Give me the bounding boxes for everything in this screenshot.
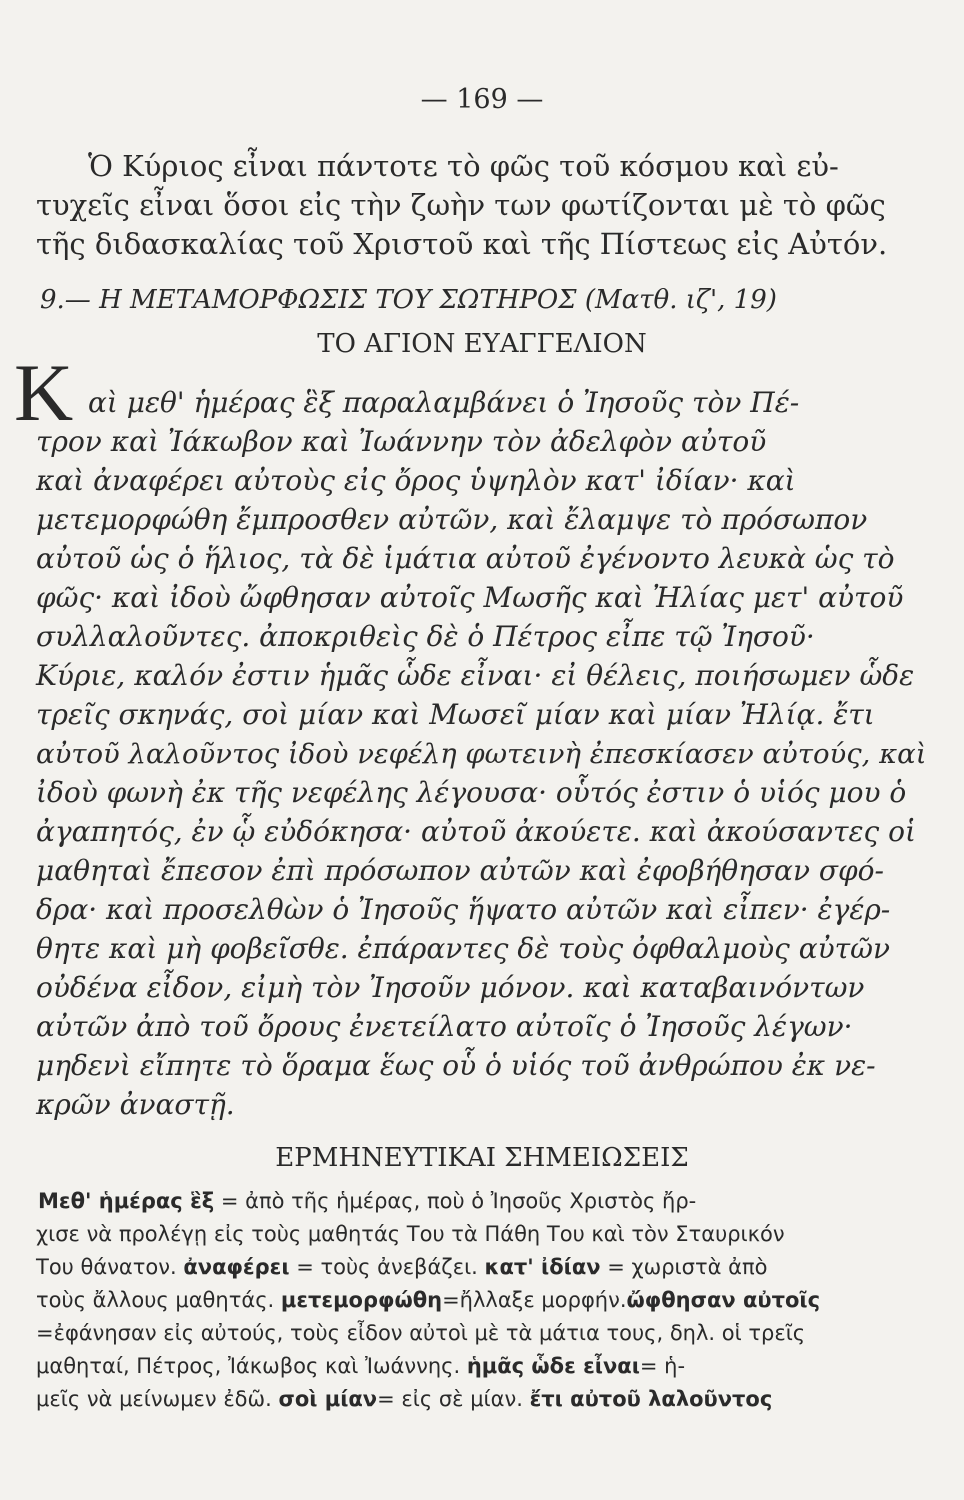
note-term: ἡμᾶς ὧδε εἶναι — [466, 1354, 640, 1378]
gospel-line: Κύριε, καλόν ἐστιν ἡμᾶς ὧδε εἶναι· εἰ θέλεις, ποιήσωμεν ὧδε — [36, 659, 915, 692]
gospel-line: κρῶν ἀναστῇ. — [36, 1088, 235, 1121]
notes-title: ΕΡΜΗΝΕΥΤΙΚΑΙ ΣΗΜΕΙΩΣΕΙΣ — [275, 1143, 689, 1173]
gospel-title: ΤΟ ΑΓΙΟΝ ΕΥΑΓΓΕΛΙΟΝ — [317, 329, 647, 359]
note-term: μετεμορφώθη — [280, 1288, 443, 1312]
gospel-line: τρεῖς σκηνάς, σοὶ μίαν καὶ Μωσεῖ μίαν καὶ μίαν Ἠλίᾳ. ἔτι — [36, 698, 875, 731]
note-term: ἔτι αὐτοῦ λαλοῦντος — [529, 1387, 773, 1411]
section-heading: 9.— Η ΜΕΤΑΜΟΡΦΩΣΙΣ ΤΟΥ ΣΩΤΗΡΟΣ (Ματθ. ιζ', 19) — [40, 285, 777, 315]
note-line — [38, 1186, 696, 1216]
note-text: μεῖς νὰ μείνωμεν ἐδῶ. — [36, 1387, 279, 1411]
gospel-line: αὐτοῦ ὡς ὁ ἥλιος, τὰ δὲ ἱμάτια αὐτοῦ ἐγένοντο λευκὰ ὡς τὸ — [36, 542, 895, 575]
note-line — [36, 1219, 785, 1249]
gospel-line: μηδενὶ εἴπητε τὸ ὅραμα ἕως οὗ ὁ υἱός τοῦ ἀνθρώπου ἐκ νε- — [36, 1049, 876, 1082]
note-term: ὤφθησαν αὐτοῖς — [626, 1288, 821, 1312]
note-text: χισε νὰ προλέγῃ εἰς τοὺς μαθητάς Του τὰ Πάθη Του καὶ τὸν Σταυρικόν — [36, 1222, 785, 1246]
note-text: = ἀπὸ τῆς ἡμέρας, ποὺ ὁ Ἰησοῦς Χριστὸς ἤρ- — [214, 1189, 697, 1213]
note-term: σοὶ μίαν — [278, 1387, 378, 1411]
gospel-line: συλλαλοῦντες. ἀποκριθεὶς δὲ ὁ Πέτρος εἶπε τῷ Ἰησοῦ· — [36, 620, 815, 653]
gospel-line: δρα· καὶ προσελθὼν ὁ Ἰησοῦς ἥψατο αὐτῶν καὶ εἶπεν· ἐγέρ- — [36, 893, 891, 926]
gospel-line: ἰδοὺ φωνὴ ἐκ τῆς νεφέλης λέγουσα· οὗτός ἐστιν ὁ υἱός μου ὁ — [36, 776, 907, 809]
note-text: =ἐφάνησαν εἰς αὐτούς, τοὺς εἶδον αὐτοὶ μὲ τὰ μάτια τους, δηλ. οἱ τρεῖς — [36, 1321, 806, 1345]
note-text: = ἡ- — [639, 1354, 686, 1378]
note-text: = χωριστὰ ἀπὸ — [600, 1255, 768, 1279]
page-number: — 169 — — [420, 84, 544, 115]
gospel-line: μαθηταὶ ἔπεσον ἐπὶ πρόσωπον αὐτῶν καὶ ἐφοβήθησαν σφό- — [36, 854, 884, 887]
gospel-line: μετεμορφώθη ἔμπροσθεν αὐτῶν, καὶ ἔλαμψε τὸ πρόσωπον — [36, 503, 868, 536]
gospel-line: ἀγαπητός, ἐν ᾧ εὐδόκησα· αὐτοῦ ἀκούετε. καὶ ἀκούσαντες οἱ — [36, 815, 916, 848]
note-line — [36, 1318, 805, 1348]
note-term: ἀναφέρει — [183, 1255, 290, 1279]
note-line — [36, 1252, 767, 1282]
note-text: Του θάνατον. — [36, 1255, 184, 1279]
note-line — [36, 1351, 685, 1381]
gospel-line: καὶ ἀναφέρει αὐτοὺς εἰς ὄρος ὑψηλὸν κατ' ἰδίαν· καὶ — [36, 464, 796, 497]
note-text: = εἰς σὲ μίαν. — [377, 1387, 530, 1411]
drop-cap: Κ — [14, 347, 74, 438]
gospel-line: αὶ μεθ' ἡμέρας ἓξ παραλαμβάνει ὁ Ἰησοῦς τὸν Πέ- — [88, 386, 800, 419]
gospel-line: αὐτῶν ἀπὸ τοῦ ὄρους ἐνετείλατο αὐτοῖς ὁ Ἰησοῦς λέγων· — [36, 1010, 853, 1043]
note-line — [36, 1285, 820, 1315]
note-term: κατ' ἰδίαν — [484, 1255, 601, 1279]
gospel-line: θητε καὶ μὴ φοβεῖσθε. ἐπάραντες δὲ τοὺς ὀφθαλμοὺς αὐτῶν — [36, 932, 890, 965]
gospel-line: φῶς· καὶ ἰδοὺ ὤφθησαν αὐτοῖς Μωσῆς καὶ Ἠλίας μετ' αὐτοῦ — [36, 581, 904, 614]
gospel-line: οὐδένα εἶδον, εἰμὴ τὸν Ἰησοῦν μόνον. καὶ καταβαινόντων — [36, 971, 865, 1004]
gospel-line: τρον καὶ Ἰάκωβον καὶ Ἰωάννην τὸν ἀδελφὸν αὐτοῦ — [36, 425, 767, 458]
gospel-line: αὐτοῦ λαλοῦντος ἰδοὺ νεφέλη φωτεινὴ ἐπεσκίασεν αὐτούς, καὶ — [36, 738, 927, 770]
note-line — [36, 1384, 772, 1414]
note-term: Μεθ' ἡμέρας ἓξ — [38, 1189, 215, 1213]
note-text: = τοὺς ἀνεβάζει. — [289, 1255, 485, 1279]
note-text: μαθηταί, Πέτρος, Ἰάκωβος καὶ Ἰωάννης. — [36, 1354, 467, 1378]
intro-line: τῆς διδασκαλίας τοῦ Χριστοῦ καὶ τῆς Πίστεως εἰς Αὐτόν. — [36, 227, 888, 261]
note-text: =ἤλλαξε μορφήν. — [442, 1288, 627, 1312]
intro-line: τυχεῖς εἶναι ὅσοι εἰς τὴν ζωὴν των φωτίζονται μὲ τὸ φῶς — [36, 188, 886, 222]
note-text: τοὺς ἄλλους μαθητάς. — [36, 1288, 281, 1312]
intro-line: Ὁ Κύριος εἶναι πάντοτε τὸ φῶς τοῦ κόσμου καὶ εὐ- — [88, 149, 839, 183]
